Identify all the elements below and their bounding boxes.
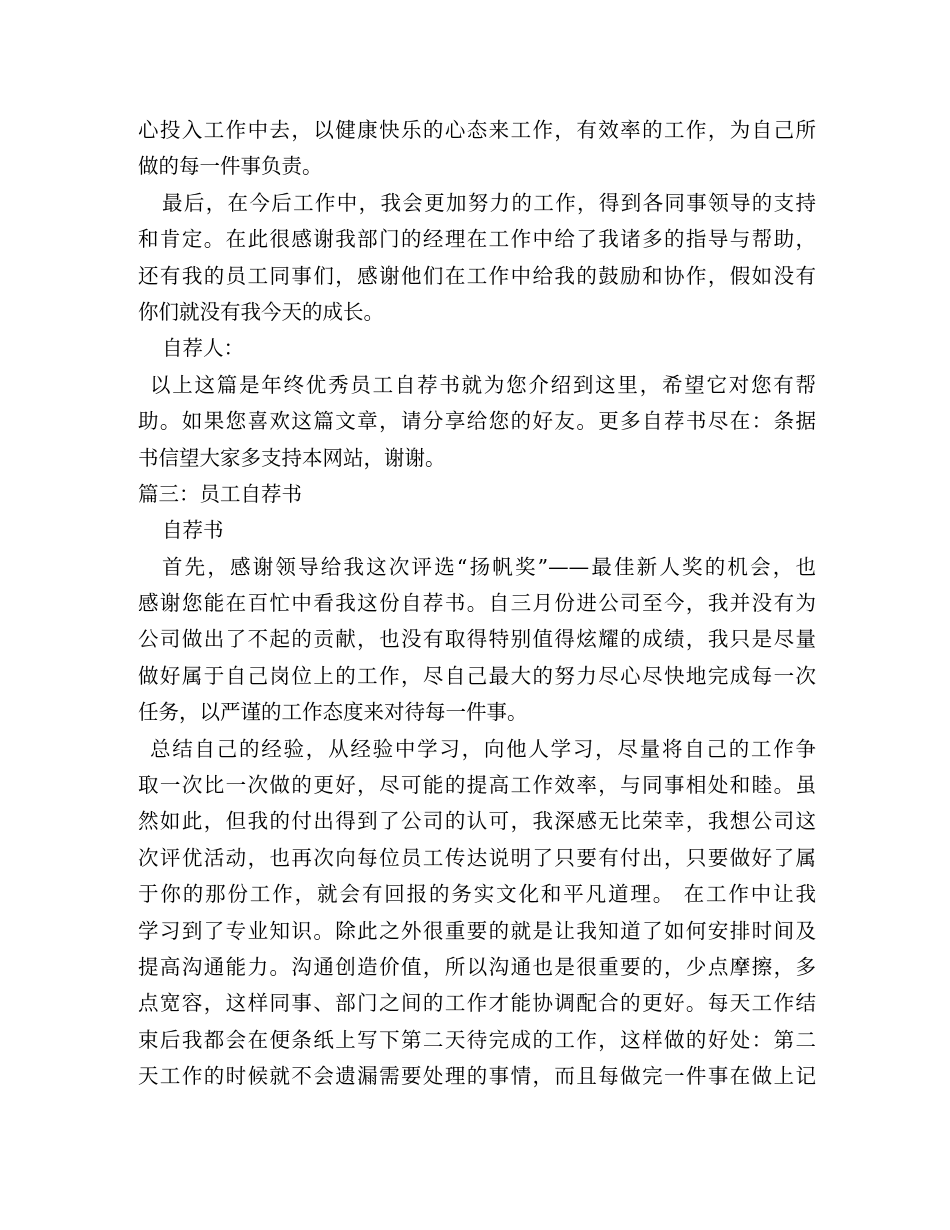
text-line: 做的每一件事负责。 [138, 154, 323, 179]
text-line: 你们就没有我今天的成长。 [138, 299, 384, 324]
text-line: 取一次比一次做的更好，尽可能的提高工作效率，与同事相处和睦。虽 [138, 773, 816, 798]
text-line: 以上这篇是年终优秀员工自荐书就为您介绍到这里，希望它对您有帮 [150, 372, 816, 397]
text-line: 自荐人： [162, 336, 244, 361]
text-line: 提高沟通能力。沟通创造价值，所以沟通也是很重要的，少点摩擦，多 [138, 954, 816, 979]
text-line: 学习到了专业知识。除此之外很重要的就是让我知道了如何安排时间及 [138, 918, 816, 943]
text-line: 感谢您能在百忙中看我这份自荐书。自三月份进公司至今，我并没有为 [138, 591, 816, 616]
text-line: 还有我的员工同事们，感谢他们在工作中给我的鼓励和协作，假如没有 [138, 263, 816, 288]
text-line: 然如此，但我的付出得到了公司的认可，我深感无比荣幸，我想公司这 [138, 809, 816, 834]
text-line: 点宽容，这样同事、部门之间的工作才能协调配合的更好。每天工作结 [138, 991, 816, 1016]
text-line: 次评优活动，也再次向每位员工传达说明了只要有付出，只要做好了属 [138, 845, 816, 870]
text-line: 首先，感谢领导给我这次评选“扬帆奖”——最佳新人奖的机会，也 [162, 554, 816, 579]
text-line: 书信望大家多支持本网站，谢谢。 [138, 445, 446, 470]
text-line: 最后，在今后工作中，我会更加努力的工作，得到各同事领导的支持 [162, 190, 816, 215]
text-line: 天工作的时候就不会遗漏需要处理的事情，而且每做完一件事在做上记 [138, 1064, 816, 1089]
text-line: 心投入工作中去，以健康快乐的心态来工作，有效率的工作，为自己所 [138, 118, 816, 142]
text-line: 于你的那份工作，就会有回报的务实文化和平凡道理。 在工作中让我 [138, 882, 816, 907]
document-body [138, 112, 816, 1095]
text-line: 和肯定。在此很感谢我部门的经理在工作中给了我诸多的指导与帮助， [138, 227, 816, 252]
text-line: 做好属于自己岗位上的工作，尽自己最大的努力尽心尽快地完成每一次 [138, 663, 816, 688]
text-line: 公司做出了不起的贡献，也没有取得特别值得炫耀的成绩，我只是尽量 [138, 627, 816, 652]
text-line: 任务，以严谨的工作态度来对待每一件事。 [138, 700, 528, 725]
text-line: 总结自己的经验，从经验中学习，向他人学习，尽量将自己的工作争 [150, 736, 816, 761]
text-line: 束后我都会在便条纸上写下第二天待完成的工作，这样做的好处：第二 [138, 1027, 816, 1052]
text-line: 篇三：员工自荐书 [138, 481, 302, 506]
text-line: 助。如果您喜欢这篇文章，请分享给您的好友。更多自荐书尽在：条据 [138, 409, 816, 434]
text-line: 自荐书 [162, 518, 224, 543]
